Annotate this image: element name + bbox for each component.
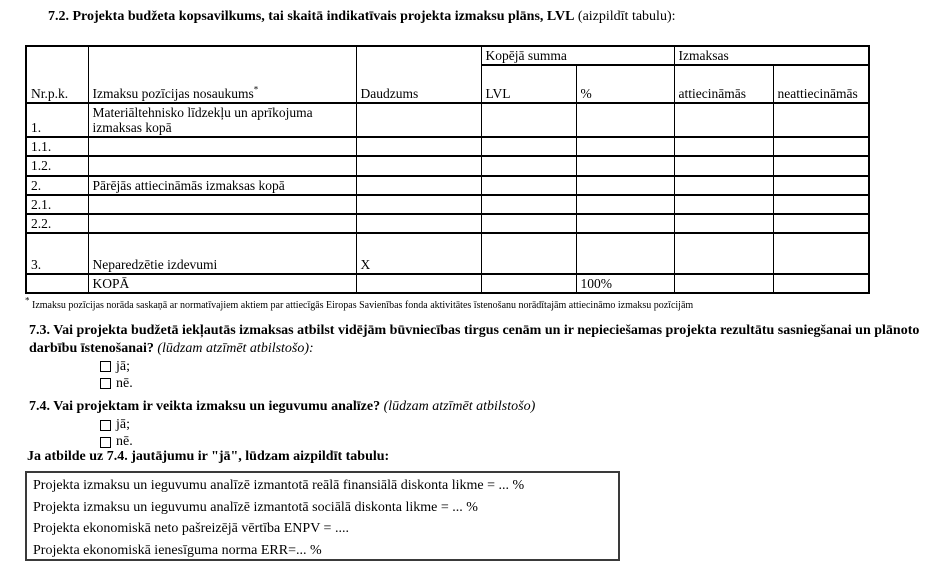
percent-cell[interactable]	[576, 195, 674, 214]
eligible-cell[interactable]	[674, 233, 773, 274]
ineligible-cell[interactable]	[773, 274, 869, 293]
col-header-position-name	[88, 46, 356, 103]
cost-position-cell: Pārējās attiecināmās izmaksas kopā	[88, 176, 356, 195]
ineligible-cell[interactable]	[773, 156, 869, 175]
quantity-cell[interactable]	[356, 195, 481, 214]
ineligible-cell[interactable]	[773, 233, 869, 274]
section-7-3	[29, 322, 930, 392]
percent-cell[interactable]	[576, 214, 674, 233]
table-row	[26, 137, 869, 156]
lvl-cell[interactable]	[481, 214, 576, 233]
checkbox-ja[interactable]	[100, 420, 111, 431]
option-ne	[100, 434, 930, 451]
col-header-nr: Nr.p.k.	[26, 46, 88, 103]
eligible-cell[interactable]	[674, 156, 773, 175]
option-label: jā;	[116, 417, 130, 433]
cost-position-cell: Materiāltehnisko līdzekļu un aprīkojuma izmaksas kopā	[88, 103, 356, 137]
col-header-ineligible: neattiecināmās	[773, 65, 869, 103]
question-7-3	[29, 322, 930, 357]
lvl-cell[interactable]	[481, 137, 576, 156]
percent-cell[interactable]	[576, 103, 674, 137]
question-7-4	[29, 398, 930, 416]
quantity-cell[interactable]	[356, 103, 481, 137]
row-number-cell: 1.	[26, 103, 88, 137]
col-header-eligible: attiecināmās	[674, 65, 773, 103]
quantity-cell[interactable]	[356, 156, 481, 175]
cost-position-cell[interactable]	[88, 195, 356, 214]
col-group-costs: Izmaksas	[674, 46, 869, 65]
lvl-cell[interactable]	[481, 233, 576, 274]
ineligible-cell[interactable]	[773, 176, 869, 195]
table-row	[26, 176, 869, 195]
lvl-cell[interactable]	[481, 195, 576, 214]
col-header-lvl: LVL	[481, 65, 576, 103]
table-row	[26, 233, 869, 274]
footnote-asterisk: *	[253, 84, 259, 95]
cba-results-box	[25, 471, 620, 561]
lvl-cell[interactable]	[481, 274, 576, 293]
eligible-cell[interactable]	[674, 274, 773, 293]
eligible-cell[interactable]	[674, 214, 773, 233]
option-ja	[100, 417, 930, 434]
row-number-cell: 1.2.	[26, 156, 88, 175]
table-row	[26, 195, 869, 214]
table-total-row	[26, 274, 869, 293]
cba-line-enpv: Projekta ekonomiskā neto pašreizējā vērtība ENPV = ....	[33, 521, 349, 536]
row-number-cell: 2.	[26, 176, 88, 195]
options-7-3	[100, 358, 930, 392]
cba-line-err: Projekta ekonomiskā ienesīguma norma ERR=... %	[33, 542, 322, 558]
col-header-quantity: Daudzums	[356, 46, 481, 103]
footnote-asterisk: *	[25, 295, 30, 306]
percent-cell[interactable]	[576, 233, 674, 274]
percent-cell[interactable]	[576, 176, 674, 195]
table-row	[26, 156, 869, 175]
quantity-cell[interactable]	[356, 137, 481, 156]
ineligible-cell[interactable]	[773, 103, 869, 137]
quantity-cell: X	[356, 233, 481, 274]
option-label: jā;	[116, 358, 130, 374]
section-7-4	[29, 398, 930, 451]
row-number-cell: 2.2.	[26, 214, 88, 233]
option-ne	[100, 375, 930, 392]
table-row	[26, 103, 869, 137]
ineligible-cell[interactable]	[773, 137, 869, 156]
heading-hint: (aizpildīt tabulu):	[574, 9, 676, 24]
ineligible-cell[interactable]	[773, 214, 869, 233]
table-footnote	[25, 295, 930, 311]
checkbox-ne[interactable]	[100, 437, 111, 448]
quantity-cell[interactable]	[356, 214, 481, 233]
question-text: 7.4. Vai projektam ir veikta izmaksu un ieguvumu analīze?	[29, 399, 381, 414]
row-number-cell: 3.	[26, 233, 88, 274]
col-header-position-text: Izmaksu pozīcijas nosaukums	[92, 86, 254, 101]
cost-position-cell: Neparedzētie izdevumi	[88, 233, 356, 274]
option-label: nē.	[116, 375, 133, 391]
row-number-cell: 2.1.	[26, 195, 88, 214]
col-group-total-sum: Kopējā summa	[481, 46, 674, 65]
option-ja	[100, 358, 930, 375]
lvl-cell[interactable]	[481, 103, 576, 137]
budget-table	[25, 45, 870, 294]
section-7-2-heading	[48, 8, 928, 25]
table-row	[26, 214, 869, 233]
total-percent-cell: 100%	[576, 274, 674, 293]
total-label-cell: KOPĀ	[88, 274, 356, 293]
cost-position-cell[interactable]	[88, 214, 356, 233]
eligible-cell[interactable]	[674, 195, 773, 214]
cost-position-cell[interactable]	[88, 137, 356, 156]
lvl-cell[interactable]	[481, 156, 576, 175]
question-text: 7.3. Vai projekta budžetā iekļautās izmaksas atbilst vidējām būvniecības tirgus cenām un ir nepieciešamas projekta rezultātu sasniegšanai un plānoto darbību īstenošanai?	[29, 323, 920, 356]
question-hint: (lūdzam atzīmēt atbilstošo):	[153, 340, 314, 356]
question-hint: (lūdzam atzīmēt atbilstošo)	[380, 399, 536, 414]
cost-position-cell[interactable]	[88, 156, 356, 175]
percent-cell[interactable]	[576, 156, 674, 175]
cba-line-social-discount-rate: Projekta izmaksu un ieguvumu analīzē izmantotā sociālā diskonta likme = ... %	[33, 499, 478, 515]
percent-cell[interactable]	[576, 137, 674, 156]
row-number-cell: 1.1.	[26, 137, 88, 156]
eligible-cell[interactable]	[674, 103, 773, 137]
cba-line-financial-discount-rate: Projekta izmaksu un ieguvumu analīzē izmantotā reālā finansiālā diskonta likme = ... %	[33, 478, 525, 493]
heading-text: 7.2. Projekta budžeta kopsavilkums, tai skaitā indikatīvais projekta izmaksu plāns, LVL	[48, 9, 575, 24]
eligible-cell[interactable]	[674, 137, 773, 156]
option-label: nē.	[116, 434, 133, 450]
eligible-cell[interactable]	[674, 176, 773, 195]
col-header-percent: %	[576, 65, 674, 103]
table-fill-prompt: Ja atbilde uz 7.4. jautājumu ir "jā", lūdzam aizpildīt tabulu:	[27, 449, 390, 464]
lvl-cell[interactable]	[481, 176, 576, 195]
quantity-cell[interactable]	[356, 176, 481, 195]
footnote-text: Izmaksu pozīcijas norāda saskaņā ar normatīvajiem aktiem par attiecīgās Eiropas Savienības fonda aktivitātes īstenošanu norādītajām attiecināmo izmaksu pozīcijām	[29, 300, 694, 311]
checkbox-ne[interactable]	[100, 378, 111, 389]
checkbox-ja[interactable]	[100, 361, 111, 372]
options-7-4	[100, 417, 930, 451]
ineligible-cell[interactable]	[773, 195, 869, 214]
row-number-cell	[26, 274, 88, 293]
quantity-cell[interactable]	[356, 274, 481, 293]
